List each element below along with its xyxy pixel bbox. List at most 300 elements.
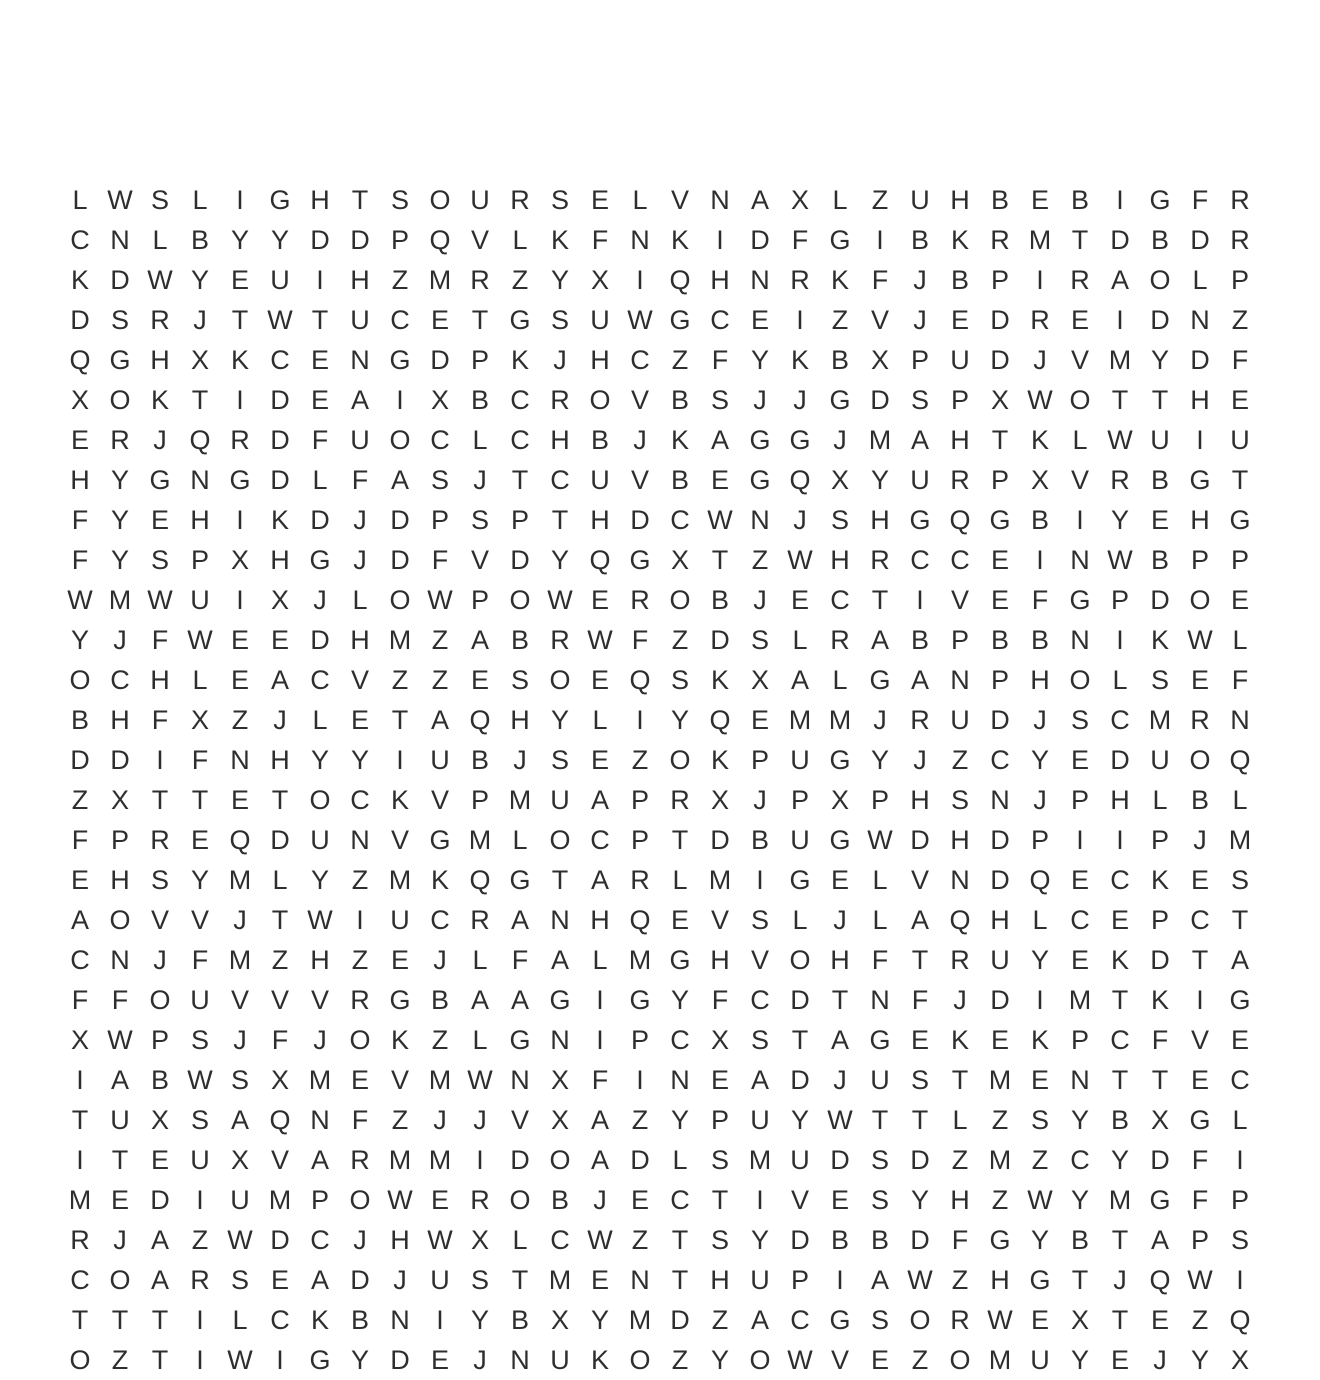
grid-letter: E xyxy=(790,585,809,615)
grid-letter: L xyxy=(152,225,168,255)
grid-letter: X xyxy=(230,545,249,575)
grid-letter: Y xyxy=(110,505,129,535)
grid-letter: S xyxy=(830,505,849,535)
grid-letter: I xyxy=(1236,1145,1244,1175)
grid-letter: Z xyxy=(391,265,409,295)
grid-letter: L xyxy=(872,865,888,895)
grid-letter: Z xyxy=(351,945,369,975)
grid-letter: T xyxy=(791,1025,809,1055)
grid-letter: V xyxy=(1070,465,1089,495)
grid-letter: O xyxy=(389,585,411,615)
grid-letter: E xyxy=(950,305,969,335)
grid-letter: A xyxy=(310,1145,329,1175)
grid-letter: C xyxy=(350,785,370,815)
grid-letter: H xyxy=(990,905,1010,935)
grid-letter: P xyxy=(950,385,969,415)
grid-letter: I xyxy=(1116,185,1124,215)
grid-letter: F xyxy=(1191,185,1209,215)
grid-letter: G xyxy=(629,985,651,1015)
grid-letter: E xyxy=(670,905,689,935)
grid-letter: U xyxy=(790,1145,810,1175)
grid-letter: W xyxy=(427,585,453,615)
grid-letter: F xyxy=(351,1105,369,1135)
grid-letter: J xyxy=(833,425,847,455)
grid-letter: L xyxy=(192,185,208,215)
grid-letter: A xyxy=(750,1065,769,1095)
grid-letter: S xyxy=(470,505,489,535)
grid-letter: S xyxy=(710,385,729,415)
grid-letter: D xyxy=(1150,585,1170,615)
grid-letter: T xyxy=(1191,945,1209,975)
grid-letter: O xyxy=(1189,745,1211,775)
grid-letter: D xyxy=(350,225,370,255)
grid-letter: A xyxy=(150,1265,169,1295)
grid-letter: E xyxy=(1110,905,1129,935)
grid-letter: L xyxy=(472,1025,488,1055)
grid-letter: K xyxy=(270,505,289,535)
grid-letter: A xyxy=(830,1025,849,1055)
grid-letter: X xyxy=(790,185,809,215)
grid-letter: I xyxy=(636,705,644,735)
grid-letter: C xyxy=(630,345,650,375)
grid-letter: E xyxy=(1070,945,1089,975)
grid-letter: L xyxy=(1232,1105,1248,1135)
grid-letter: U xyxy=(1230,425,1250,455)
grid-letter: I xyxy=(356,905,364,935)
grid-letter: R xyxy=(670,785,690,815)
grid-letter: W xyxy=(787,1345,813,1375)
grid-letter: Y xyxy=(870,465,889,495)
grid-letter: Q xyxy=(629,905,651,935)
grid-letter: S xyxy=(870,1185,889,1215)
grid-letter: T xyxy=(191,385,209,415)
grid-letter: P xyxy=(990,465,1009,495)
grid-letter: B xyxy=(1070,185,1089,215)
grid-letter: Z xyxy=(71,785,89,815)
grid-letter: Y xyxy=(750,345,769,375)
grid-letter: S xyxy=(150,185,169,215)
grid-letter: D xyxy=(790,1065,810,1095)
grid-letter: L xyxy=(1232,785,1248,815)
grid-letter: Z xyxy=(991,1185,1009,1215)
grid-letter: E xyxy=(1190,1065,1209,1095)
grid-letter: U xyxy=(390,905,410,935)
grid-letter: A xyxy=(390,465,409,495)
grid-letter: I xyxy=(596,985,604,1015)
grid-letter: Z xyxy=(271,945,289,975)
grid-letter: B xyxy=(830,1225,849,1255)
grid-letter: V xyxy=(870,305,889,335)
grid-row xyxy=(60,1300,1260,1340)
grid-letter: J xyxy=(153,425,167,455)
grid-row xyxy=(60,1100,1260,1140)
grid-row xyxy=(60,180,1260,220)
grid-letter: O xyxy=(429,185,451,215)
grid-letter: T xyxy=(1151,385,1169,415)
grid-letter: J xyxy=(273,705,287,735)
grid-letter: R xyxy=(910,705,930,735)
grid-letter: O xyxy=(629,1345,651,1375)
grid-letter: E xyxy=(390,945,409,975)
grid-letter: T xyxy=(191,785,209,815)
grid-letter: J xyxy=(193,305,207,335)
grid-letter: K xyxy=(710,745,729,775)
grid-letter: M xyxy=(988,1065,1012,1095)
grid-letter: D xyxy=(1150,305,1170,335)
grid-letter: D xyxy=(390,1345,410,1375)
grid-letter: B xyxy=(1070,1225,1089,1255)
grid-letter: N xyxy=(110,945,130,975)
grid-letter: E xyxy=(350,1065,369,1095)
grid-letter: Z xyxy=(1231,305,1249,335)
grid-letter: G xyxy=(829,1305,851,1335)
grid-letter: I xyxy=(196,1345,204,1375)
grid-letter: G xyxy=(749,425,771,455)
grid-letter: I xyxy=(436,1305,444,1335)
grid-letter: C xyxy=(710,305,730,335)
grid-letter: P xyxy=(1110,585,1129,615)
grid-letter: H xyxy=(710,265,730,295)
grid-letter: K xyxy=(510,345,529,375)
grid-letter: T xyxy=(991,425,1009,455)
grid-letter: U xyxy=(950,345,970,375)
grid-letter: E xyxy=(990,585,1009,615)
grid-letter: T xyxy=(471,305,489,335)
grid-letter: S xyxy=(230,1265,249,1295)
grid-letter: H xyxy=(1030,665,1050,695)
grid-letter: X xyxy=(550,1065,569,1095)
grid-letter: C xyxy=(910,545,930,575)
grid-letter: D xyxy=(270,425,290,455)
grid-letter: H xyxy=(950,185,970,215)
grid-letter: V xyxy=(830,1345,849,1375)
grid-letter: D xyxy=(310,625,330,655)
grid-letter: V xyxy=(230,985,249,1015)
grid-letter: H xyxy=(110,865,130,895)
grid-letter: K xyxy=(230,345,249,375)
grid-letter: I xyxy=(756,1185,764,1215)
grid-letter: W xyxy=(1027,1185,1053,1215)
grid-row xyxy=(60,1060,1260,1100)
grid-letter: T xyxy=(1111,1065,1129,1095)
grid-letter: P xyxy=(910,345,929,375)
grid-row xyxy=(60,1340,1260,1380)
grid-letter: B xyxy=(550,1185,569,1215)
grid-letter: E xyxy=(1070,865,1089,895)
grid-letter: F xyxy=(591,225,609,255)
grid-letter: L xyxy=(472,945,488,975)
grid-letter: D xyxy=(150,1185,170,1215)
grid-letter: Y xyxy=(1110,505,1129,535)
grid-letter: O xyxy=(789,945,811,975)
grid-letter: F xyxy=(791,225,809,255)
grid-letter: D xyxy=(830,1145,850,1175)
grid-letter: X xyxy=(990,385,1009,415)
grid-letter: A xyxy=(590,1105,609,1135)
grid-letter: X xyxy=(190,705,209,735)
grid-letter: E xyxy=(230,265,249,295)
grid-letter: P xyxy=(1030,825,1049,855)
grid-letter: T xyxy=(711,545,729,575)
grid-letter: Q xyxy=(669,265,691,295)
grid-letter: I xyxy=(476,1145,484,1175)
grid-letter: R xyxy=(470,1185,490,1215)
grid-letter: N xyxy=(630,225,650,255)
grid-letter: E xyxy=(150,505,169,535)
grid-letter: A xyxy=(550,945,569,975)
grid-letter: V xyxy=(790,1185,809,1215)
grid-letter: W xyxy=(187,625,213,655)
grid-letter: L xyxy=(312,705,328,735)
grid-letter: K xyxy=(550,225,569,255)
grid-letter: D xyxy=(1150,1145,1170,1175)
grid-letter: Q xyxy=(789,465,811,495)
grid-letter: B xyxy=(350,1305,369,1335)
grid-letter: I xyxy=(876,225,884,255)
grid-letter: F xyxy=(1231,665,1249,695)
grid-letter: G xyxy=(509,305,531,335)
grid-letter: M xyxy=(988,1145,1012,1175)
grid-letter: P xyxy=(470,585,489,615)
grid-letter: H xyxy=(550,425,570,455)
grid-letter: D xyxy=(270,465,290,495)
grid-letter: L xyxy=(672,1145,688,1175)
grid-letter: H xyxy=(950,825,970,855)
grid-letter: Y xyxy=(670,985,689,1015)
grid-letter: S xyxy=(1230,1225,1249,1255)
grid-letter: Z xyxy=(631,1225,649,1255)
grid-letter: W xyxy=(67,585,93,615)
grid-letter: W xyxy=(147,265,173,295)
grid-letter: I xyxy=(836,1265,844,1295)
grid-letter: K xyxy=(310,1305,329,1335)
grid-letter: L xyxy=(272,865,288,895)
grid-letter: I xyxy=(596,1025,604,1055)
grid-letter: P xyxy=(990,665,1009,695)
grid-letter: F xyxy=(71,505,89,535)
grid-letter: I xyxy=(1116,825,1124,855)
grid-letter: S xyxy=(750,1025,769,1055)
grid-letter: S xyxy=(710,1225,729,1255)
grid-letter: S xyxy=(1030,1105,1049,1135)
grid-letter: G xyxy=(1229,505,1251,535)
grid-letter: N xyxy=(750,505,770,535)
grid-letter: P xyxy=(110,825,129,855)
grid-letter: O xyxy=(509,585,531,615)
grid-row xyxy=(60,660,1260,700)
grid-letter: D xyxy=(910,1145,930,1175)
grid-letter: U xyxy=(110,1105,130,1135)
grid-letter: W xyxy=(587,625,613,655)
grid-letter: E xyxy=(1190,865,1209,895)
grid-letter: P xyxy=(630,825,649,855)
grid-letter: V xyxy=(630,465,649,495)
grid-letter: R xyxy=(1030,305,1050,335)
grid-letter: U xyxy=(550,1345,570,1375)
grid-letter: J xyxy=(433,945,447,975)
grid-row xyxy=(60,940,1260,980)
grid-letter: M xyxy=(1108,1185,1132,1215)
grid-letter: Y xyxy=(550,545,569,575)
grid-letter: P xyxy=(1070,785,1089,815)
grid-letter: T xyxy=(671,1265,689,1295)
grid-letter: Y xyxy=(1070,1345,1089,1375)
grid-letter: Y xyxy=(350,745,369,775)
grid-letter: I xyxy=(196,1185,204,1215)
grid-letter: Z xyxy=(671,1345,689,1375)
grid-letter: X xyxy=(670,545,689,575)
grid-letter: S xyxy=(150,545,169,575)
grid-letter: W xyxy=(107,1025,133,1055)
grid-letter: E xyxy=(1150,505,1169,535)
grid-letter: R xyxy=(1230,185,1250,215)
grid-letter: H xyxy=(830,545,850,575)
grid-letter: E xyxy=(710,465,729,495)
grid-letter: O xyxy=(909,1305,931,1335)
grid-letter: G xyxy=(389,345,411,375)
grid-letter: V xyxy=(350,665,369,695)
grid-letter: I xyxy=(156,745,164,775)
grid-letter: E xyxy=(590,1265,609,1295)
grid-letter: V xyxy=(710,905,729,935)
grid-letter: I xyxy=(1236,1265,1244,1295)
grid-letter: E xyxy=(1030,1065,1049,1095)
grid-letter: I xyxy=(916,585,924,615)
grid-letter: Z xyxy=(951,1145,969,1175)
grid-letter: F xyxy=(111,985,129,1015)
grid-letter: A xyxy=(750,1305,769,1335)
grid-letter: M xyxy=(1148,705,1172,735)
grid-letter: D xyxy=(310,505,330,535)
grid-letter: J xyxy=(753,385,767,415)
grid-letter: D xyxy=(910,1225,930,1255)
grid-letter: B xyxy=(950,265,969,295)
grid-letter: J xyxy=(1033,785,1047,815)
grid-letter: X xyxy=(110,785,129,815)
grid-letter: M xyxy=(1108,345,1132,375)
grid-letter: O xyxy=(749,1345,771,1375)
grid-letter: T xyxy=(231,305,249,335)
grid-letter: F xyxy=(71,985,89,1015)
grid-letter: T xyxy=(671,825,689,855)
grid-letter: T xyxy=(1111,985,1129,1015)
grid-letter: Q xyxy=(1229,1305,1251,1335)
grid-letter: G xyxy=(149,465,171,495)
grid-letter: S xyxy=(110,305,129,335)
grid-letter: L xyxy=(512,1225,528,1255)
grid-letter: R xyxy=(190,1265,210,1295)
grid-letter: A xyxy=(910,665,929,695)
grid-letter: I xyxy=(636,265,644,295)
grid-letter: U xyxy=(470,185,490,215)
grid-letter: O xyxy=(109,905,131,935)
grid-letter: C xyxy=(670,1185,690,1215)
grid-letter: G xyxy=(829,225,851,255)
grid-letter: G xyxy=(549,985,571,1015)
grid-letter: V xyxy=(1070,345,1089,375)
grid-letter: G xyxy=(749,465,771,495)
grid-letter: I xyxy=(236,585,244,615)
grid-letter: T xyxy=(511,1265,529,1295)
grid-letter: L xyxy=(1032,905,1048,935)
grid-row xyxy=(60,340,1260,380)
grid-letter: J xyxy=(473,1345,487,1375)
grid-letter: S xyxy=(550,185,569,215)
grid-letter: N xyxy=(1070,545,1090,575)
grid-letter: J xyxy=(313,585,327,615)
grid-letter: I xyxy=(756,865,764,895)
grid-letter: E xyxy=(430,1345,449,1375)
grid-letter: J xyxy=(1113,1265,1127,1295)
grid-letter: J xyxy=(473,1105,487,1135)
grid-letter: M xyxy=(428,265,452,295)
grid-letter: Z xyxy=(231,705,249,735)
grid-letter: J xyxy=(113,1225,127,1255)
grid-letter: C xyxy=(390,305,410,335)
grid-letter: Z xyxy=(191,1225,209,1255)
grid-letter: S xyxy=(1150,665,1169,695)
grid-letter: X xyxy=(230,1145,249,1175)
grid-letter: N xyxy=(1190,305,1210,335)
grid-letter: F xyxy=(1191,1185,1209,1215)
grid-letter: B xyxy=(1030,625,1049,655)
grid-row xyxy=(60,420,1260,460)
grid-letter: U xyxy=(430,745,450,775)
grid-letter: Z xyxy=(711,1305,729,1335)
grid-letter: P xyxy=(750,745,769,775)
grid-letter: J xyxy=(833,1065,847,1095)
grid-letter: U xyxy=(1150,745,1170,775)
grid-letter: C xyxy=(550,1225,570,1255)
grid-letter: G xyxy=(269,185,291,215)
grid-letter: U xyxy=(870,1065,890,1095)
grid-letter: E xyxy=(830,865,849,895)
grid-letter: M xyxy=(708,865,732,895)
grid-letter: X xyxy=(870,345,889,375)
grid-letter: G xyxy=(789,865,811,895)
grid-letter: Y xyxy=(70,625,89,655)
grid-letter: M xyxy=(1228,825,1252,855)
grid-letter: S xyxy=(510,665,529,695)
grid-letter: H xyxy=(870,505,890,535)
grid-letter: W xyxy=(227,1225,253,1255)
grid-letter: C xyxy=(70,945,90,975)
grid-letter: B xyxy=(910,225,929,255)
grid-letter: O xyxy=(949,1345,971,1375)
grid-letter: Q xyxy=(589,545,611,575)
grid-letter: X xyxy=(830,465,849,495)
grid-letter: T xyxy=(1111,1305,1129,1335)
grid-letter: S xyxy=(1230,865,1249,895)
grid-letter: Y xyxy=(870,745,889,775)
grid-letter: J xyxy=(833,905,847,935)
grid-letter: H xyxy=(270,745,290,775)
grid-letter: G xyxy=(869,665,891,695)
grid-letter: D xyxy=(310,225,330,255)
grid-letter: J xyxy=(513,745,527,775)
grid-letter: W xyxy=(707,505,733,535)
grid-letter: F xyxy=(71,545,89,575)
grid-letter: Y xyxy=(190,265,209,295)
grid-letter: O xyxy=(549,665,571,695)
grid-letter: Y xyxy=(550,705,569,735)
grid-letter: C xyxy=(670,505,690,535)
grid-letter: R xyxy=(1230,225,1250,255)
grid-letter: N xyxy=(1230,705,1250,735)
grid-letter: E xyxy=(350,705,369,735)
grid-letter: K xyxy=(710,665,729,695)
grid-letter: R xyxy=(1070,265,1090,295)
